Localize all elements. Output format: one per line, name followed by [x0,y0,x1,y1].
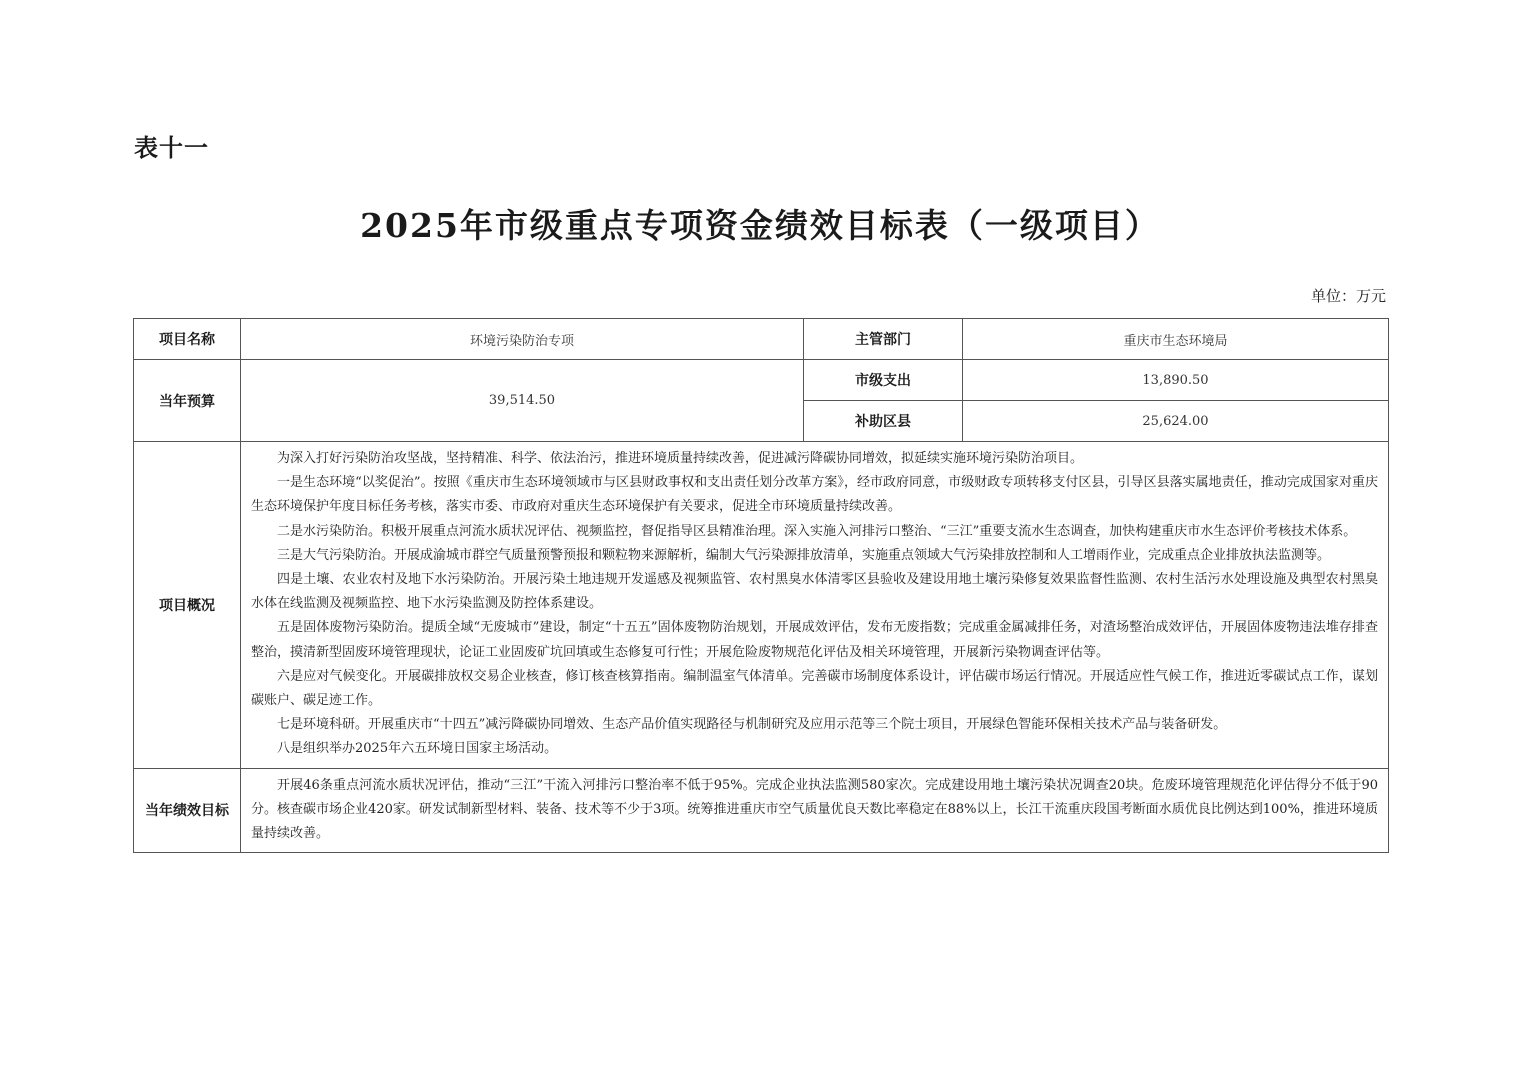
budget-header: 当年预算 [134,360,241,442]
performance-goals-text: 开展46条重点河流水质状况评估，推动“三江”干流入河排污口整治率不低于95%。完成企业执法监测580家次。完成建设用地土壤污染状况调查20块。危废环境管理规范化评估得分不低于90分。核查碳市场企业420家。研发试制新型材料、装备、技术等不少于3项。统筹推进重庆市空气质量优良天数比率稳定在88%以上，长江干流重庆段国考断面水质优良比例达到100%，推进环境质量持续改善。 [251,777,1378,842]
table-row [134,319,1389,360]
overview-paragraph: 二是水污染防治。积极开展重点河流水质状况评估、视频监控，督促指导区县精准治理。深入实施入河排污口整治、“三江”重要支流水生态调查，加快构建重庆市水生态评价考核技术体系。 [277,523,1357,539]
department-header: 主管部门 [804,319,963,360]
budget-value: 39,514.50 [241,360,804,442]
table-row [134,360,1389,401]
table-number-label: 表十一 [134,134,209,162]
overview-paragraph: 三是大气污染防治。开展成渝城市群空气质量预警预报和颗粒物来源解析，编制大气污染源排放清单，实施重点领域大气污染排放控制和人工增雨作业，完成重点企业排放执法监测等。 [277,547,1331,563]
department-value: 重庆市生态环境局 [963,319,1389,360]
district-subsidy-header: 补助区县 [804,401,963,442]
unit-label: 单位：万元 [1310,287,1386,305]
overview-paragraph: 一是生态环境“以奖促治”。按照《重庆市生态环境领域市与区县财政事权和支出责任划分改革方案》，经市政府同意，市级财政专项转移支付区县，引导区县落实属地责任，推动完成国家对重庆生态环境保护年度目标任务考核，落实市委、市政府对重庆生态环境保护有关要求，促进全市环境质量持续改善。 [251,475,1378,515]
overview-paragraph: 七是环境科研。开展重庆市“十四五”减污降碳协同增效、生态产品价值实现路径与机制研究及应用示范等三个院士项目，开展绿色智能环保相关技术产品与装备研发。 [277,717,1227,733]
overview-paragraph: 六是应对气候变化。开展碳排放权交易企业核查，修订核查核算指南。编制温室气体清单。完善碳市场制度体系设计，评估碳市场运行情况。开展适应性气候工作，推进近零碳试点工作，谋划碳账户、碳足迹工作。 [251,668,1378,709]
overview-paragraph: 五是固体废物污染防治。提质全域“无废城市”建设，制定“十五五”固体废物防治规划，开展成效评估，发布无废指数；完成重金属减排任务，对渣场整治成效评估，开展固体废物违法堆存排查整治，摸清新型固废环境管理现状，论证工业固废矿坑回填或生态修复可行性；开展危险废物规范化评估及相关环境管理，开展新污染物调查评估等。 [251,620,1378,660]
performance-goals-content [241,768,1389,853]
document-title: 2025年市级重点专项资金绩效目标表（一级项目） [360,206,1160,245]
overview-content [241,442,1389,769]
city-spend-value: 13,890.50 [963,360,1389,401]
performance-target-table [133,318,1389,853]
project-name-header: 项目名称 [134,319,241,360]
city-spend-header: 市级支出 [804,360,963,401]
overview-paragraph: 四是土壤、农业农村及地下水污染防治。开展污染土地违规开发遥感及视频监管、农村黑臭水体清零区县验收及建设用地土壤污染修复效果监督性监测、农村生活污水处理设施及典型农村黑臭水体在线监测及视频监控、地下水污染监测及防控体系建设。 [251,572,1378,612]
overview-header: 项目概况 [134,442,241,769]
district-subsidy-value: 25,624.00 [963,401,1389,442]
table-row [134,442,1389,769]
table-row [134,768,1389,853]
overview-paragraph: 为深入打好污染防治攻坚战，坚持精准、科学、依法治污，推进环境质量持续改善，促进减污降碳协同增效，拟延续实施环境污染防治项目。 [277,451,1084,466]
project-name-value: 环境污染防治专项 [241,319,804,360]
overview-paragraph: 八是组织举办2025年六五环境日国家主场活动。 [277,741,558,757]
performance-goals-header: 当年绩效目标 [134,768,241,853]
